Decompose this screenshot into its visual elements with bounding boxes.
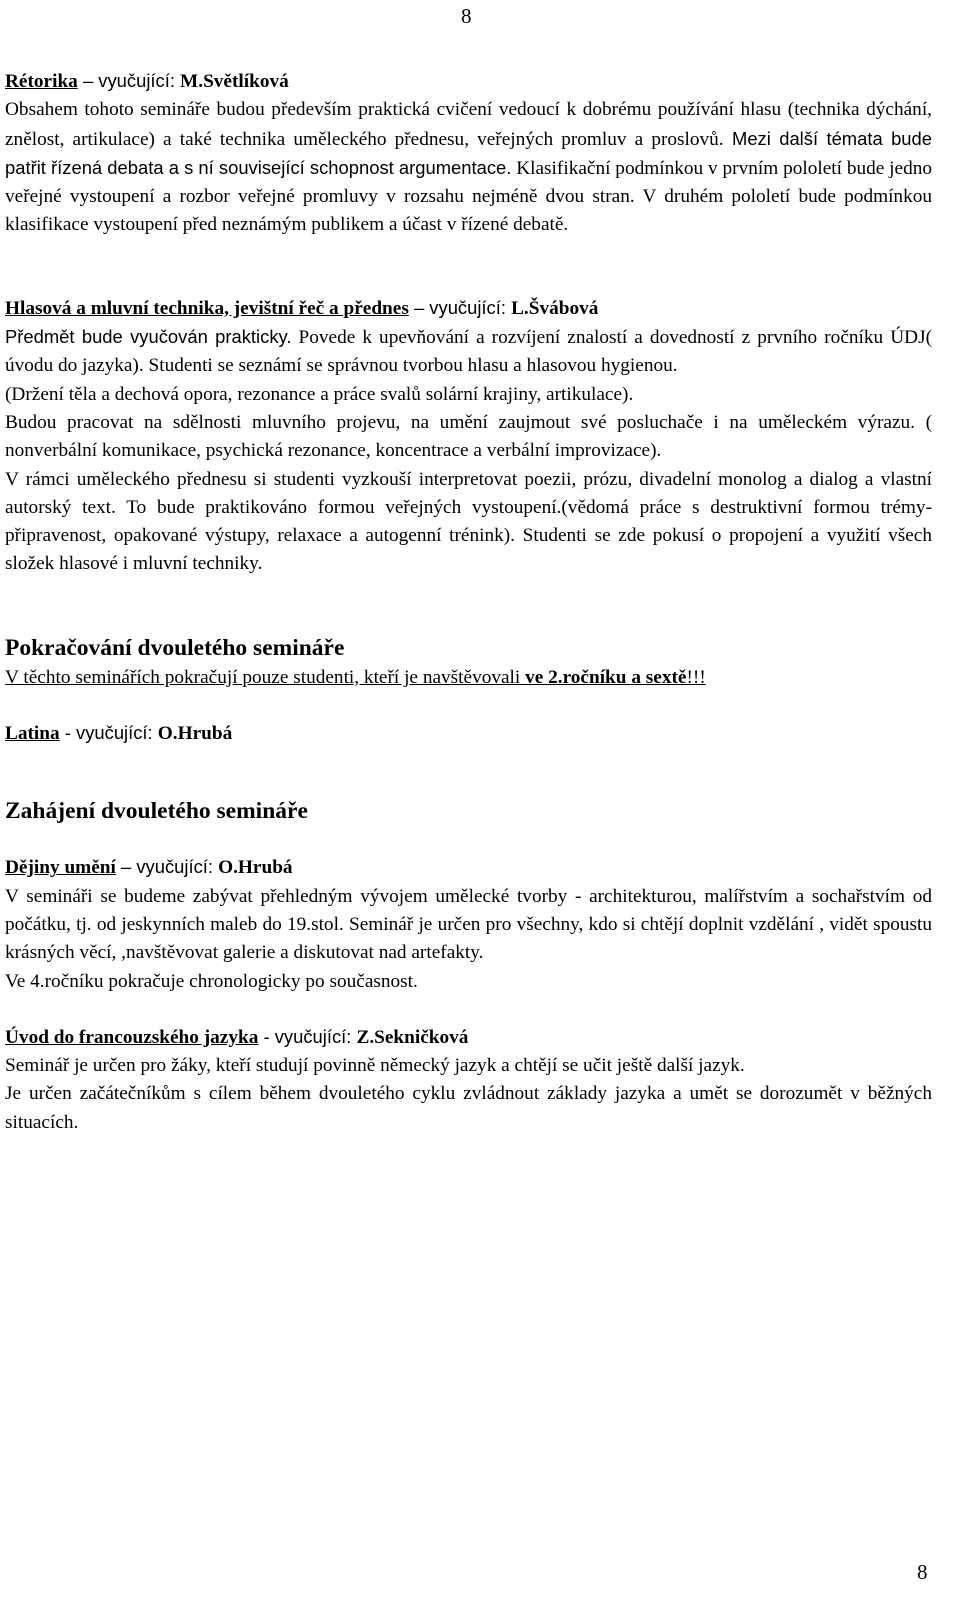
section-french bbox=[5, 1023, 932, 1137]
teacher-name: Z.Sekničková bbox=[356, 1026, 469, 1048]
paragraph bbox=[5, 664, 932, 692]
text-run: Klasifikační podmínkou v prvním pololetí bude jedno veřejné vystoupení a rozbor veřejné promluvy v rozsahu nejméně dvou stran. bbox=[5, 157, 933, 208]
section-title: Úvod do francouzského jazyka bbox=[5, 1026, 259, 1048]
teacher-name: O.Hrubá bbox=[218, 857, 293, 879]
section-heading bbox=[5, 1023, 932, 1052]
heading-dash: – bbox=[115, 856, 137, 878]
text-run: Povede k upevňování a rozvíjení znalostí a dovedností z prvního ročníku ÚDJ( úvodu do jazyka). bbox=[5, 327, 932, 377]
teacher-label: vyučující: bbox=[136, 856, 219, 878]
paragraph: Ve 4.ročníku pokračuje chronologicky po současnost. bbox=[5, 970, 418, 992]
text-run: V těchto seminářích pokračují pouze studenti, kteří je navštěvovali bbox=[5, 666, 526, 688]
paragraph: Seminář je určen pro žáky, kteří studují povinně německý jazyk a chtějí se učit ještě další jazyk. bbox=[5, 1055, 745, 1077]
section-title: Rétorika bbox=[5, 71, 78, 92]
text-run: ve 2.ročníku a sextě bbox=[525, 666, 687, 688]
heading-dash: – bbox=[408, 296, 430, 318]
section-title: Dějiny umění bbox=[5, 857, 116, 879]
section-start bbox=[5, 795, 932, 827]
paragraph: Budou pracovat na sdělnosti mluvního projevu, na umění zaujmout své posluchače i na uměleckém výrazu. ( nonverbální komunikace, psychická rezonance, koncentrace a verbální improvizace). bbox=[5, 411, 932, 462]
section-voice bbox=[5, 294, 932, 579]
section-heading bbox=[5, 67, 932, 96]
text-run: V druhém pololetí bude podmínkou klasifikace vystoupení před neznámým publikem a účast v řízené debatě. bbox=[5, 186, 932, 236]
heading-dash: – bbox=[77, 70, 99, 91]
heading-dash: - bbox=[258, 1025, 275, 1047]
text-run: Mezi další témata bude patřit řízená debata a s ní související schopnost argumentace. bbox=[5, 127, 932, 178]
page-number-bottom: 8 bbox=[917, 1560, 928, 1584]
text-run: !!! bbox=[686, 666, 706, 688]
page-number-top: 8 bbox=[461, 4, 472, 28]
teacher-label: vyučující: bbox=[98, 70, 181, 91]
paragraph: (Držení těla a dechová opora, rezonance a práce svalů solární krajiny, artikulace). bbox=[5, 383, 634, 405]
paragraph bbox=[5, 96, 932, 239]
paragraph bbox=[5, 323, 932, 381]
paragraph: V rámci uměleckého přednesu si studenti vyzkouší interpretovat poezii, prózu, divadelní monolog a dialog a vlastní autorský text. To bude praktikováno formou veřejných vystoupení.(vědomá práce s destruktivní formou trémy- připravenost, opakované výstupy, relaxace a autogenní trénink). Studenti se zde pokusí o propojení a využití všech složek hlasové i mluvní techniky. bbox=[5, 468, 932, 575]
section-title: Hlasová a mluvní technika, jevištní řeč a přednes bbox=[5, 297, 409, 319]
section-heading bbox=[5, 719, 932, 748]
section-continuation bbox=[5, 632, 932, 692]
section-latin bbox=[5, 719, 932, 748]
section-title: Latina bbox=[5, 723, 60, 745]
section-art-history bbox=[5, 853, 932, 995]
teacher-label: vyučující: bbox=[76, 722, 158, 744]
text-run: Obsahem tohoto semináře budou především praktická cvičení vedoucí k dobrému používání hlasu (technika dýchání, znělost, artikulace) a také technika uměleckého přednesu, veřejných promluv a proslovů. bbox=[5, 99, 932, 150]
section-heading: Zahájení dvouletého semináře bbox=[5, 798, 308, 825]
section-heading bbox=[5, 294, 932, 323]
teacher-name: O.Hrubá bbox=[157, 723, 233, 745]
teacher-name: L.Švábová bbox=[511, 297, 599, 319]
text-run: Studenti se seznámí se správnou tvorbou hlasu a hlasovou hygienou. bbox=[143, 355, 678, 377]
teacher-name: M.Světlíková bbox=[180, 71, 289, 92]
section-heading bbox=[5, 853, 932, 882]
teacher-label: vyučující: bbox=[429, 296, 512, 318]
paragraph: V semináři se budeme zabývat přehledným vývojem umělecké tvorby - architekturou, malířstvím a sochařstvím od počátku, tj. od jeskynních maleb do 19.stol. Seminář je určen pro všechny, kdo si chtějí doplnit vzdělání , vidět spoustu krásných věcí, ,navštěvovat galerie a diskutovat nad artefakty. bbox=[5, 885, 932, 964]
text-run: Předmět bude vyučován prakticky. bbox=[5, 326, 292, 348]
section-heading: Pokračování dvouletého semináře bbox=[5, 634, 345, 661]
paragraph: Je určen začátečníkům s cílem během dvouletého cyklu zvládnout základy jazyka a umět se dorozumět v běžných situacích. bbox=[5, 1083, 932, 1133]
section-rhetoric bbox=[5, 67, 932, 240]
document-body bbox=[5, 67, 932, 1137]
teacher-label: vyučující: bbox=[274, 1025, 357, 1047]
heading-dash: - bbox=[59, 722, 76, 744]
